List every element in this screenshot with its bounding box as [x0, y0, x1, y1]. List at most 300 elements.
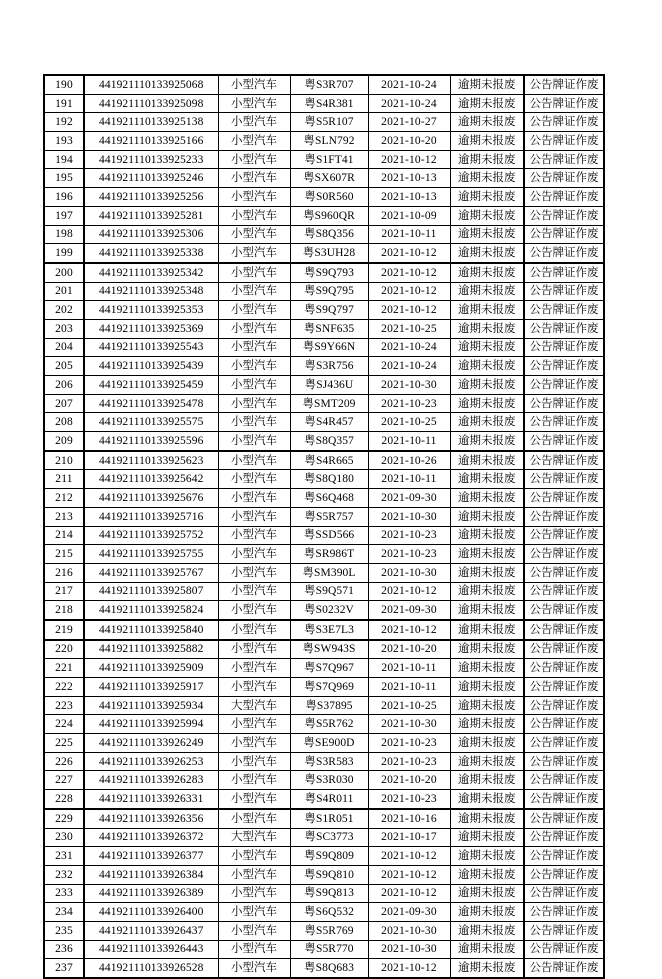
vehicle-type: 小型汽车 — [218, 263, 290, 282]
row-index: 194 — [44, 150, 84, 169]
vehicle-type: 小型汽车 — [218, 847, 290, 866]
status-text: 逾期未报废 — [450, 734, 524, 753]
record-date: 2021-10-30 — [368, 507, 450, 526]
table-row — [44, 470, 604, 489]
record-date: 2021-10-12 — [368, 582, 450, 601]
table-row — [44, 451, 604, 470]
license-plate: 粤S1R051 — [290, 809, 368, 828]
record-date: 2021-10-12 — [368, 282, 450, 301]
status-text: 逾期未报废 — [450, 394, 524, 413]
row-index: 208 — [44, 413, 84, 432]
record-date: 2021-10-12 — [368, 244, 450, 263]
action-text: 公告牌证作废 — [524, 620, 604, 640]
table-row — [44, 413, 604, 432]
record-id: 441921110133926356 — [84, 809, 218, 828]
action-text: 公告牌证作废 — [524, 696, 604, 715]
record-date: 2021-10-25 — [368, 696, 450, 715]
vehicle-type: 小型汽车 — [218, 413, 290, 432]
status-text: 逾期未报废 — [450, 113, 524, 132]
license-plate: 粤S3UH28 — [290, 244, 368, 263]
action-text: 公告牌证作废 — [524, 659, 604, 678]
action-text: 公告牌证作废 — [524, 507, 604, 526]
status-text: 逾期未报废 — [450, 696, 524, 715]
record-date: 2021-10-30 — [368, 563, 450, 582]
vehicle-type: 小型汽车 — [218, 75, 290, 94]
row-index: 198 — [44, 225, 84, 244]
row-index: 200 — [44, 263, 84, 282]
license-plate: 粤S4R665 — [290, 451, 368, 470]
license-plate: 粤S4R381 — [290, 94, 368, 113]
row-index: 191 — [44, 94, 84, 113]
table-row — [44, 582, 604, 601]
status-text: 逾期未报废 — [450, 225, 524, 244]
vehicle-type: 小型汽车 — [218, 394, 290, 413]
action-text: 公告牌证作废 — [524, 582, 604, 601]
license-plate: 粤S7Q967 — [290, 659, 368, 678]
row-index: 221 — [44, 659, 84, 678]
record-id: 441921110133925767 — [84, 563, 218, 582]
action-text: 公告牌证作废 — [524, 771, 604, 790]
record-id: 441921110133925138 — [84, 113, 218, 132]
license-plate: 粤S8Q357 — [290, 432, 368, 451]
record-date: 2021-10-23 — [368, 394, 450, 413]
record-id: 441921110133925348 — [84, 282, 218, 301]
license-plate: 粤S6Q468 — [290, 489, 368, 508]
status-text: 逾期未报废 — [450, 451, 524, 470]
record-id: 441921110133926437 — [84, 921, 218, 940]
status-text: 逾期未报废 — [450, 526, 524, 545]
row-index: 196 — [44, 188, 84, 207]
record-date: 2021-10-11 — [368, 225, 450, 244]
table-row — [44, 169, 604, 188]
status-text: 逾期未报废 — [450, 75, 524, 94]
status-text: 逾期未报废 — [450, 640, 524, 659]
table-row — [44, 659, 604, 678]
table-row — [44, 244, 604, 263]
status-text: 逾期未报废 — [450, 338, 524, 357]
license-plate: 粤SR986T — [290, 545, 368, 564]
table-row — [44, 620, 604, 640]
table-row — [44, 563, 604, 582]
record-date: 2021-09-30 — [368, 489, 450, 508]
row-index: 195 — [44, 169, 84, 188]
status-text: 逾期未报废 — [450, 169, 524, 188]
status-text: 逾期未报废 — [450, 301, 524, 320]
license-plate: 粤S9Q809 — [290, 847, 368, 866]
vehicle-type: 小型汽车 — [218, 921, 290, 940]
record-date: 2021-10-12 — [368, 263, 450, 282]
license-plate: 粤SMT209 — [290, 394, 368, 413]
row-index: 235 — [44, 921, 84, 940]
record-id: 441921110133925917 — [84, 678, 218, 697]
record-date: 2021-10-23 — [368, 545, 450, 564]
record-date: 2021-10-23 — [368, 752, 450, 771]
license-plate: 粤SC3773 — [290, 828, 368, 847]
row-index: 224 — [44, 715, 84, 734]
license-plate: 粤SLN792 — [290, 132, 368, 151]
action-text: 公告牌证作废 — [524, 563, 604, 582]
table-row — [44, 545, 604, 564]
vehicle-type: 小型汽车 — [218, 959, 290, 978]
vehicle-type: 小型汽车 — [218, 470, 290, 489]
record-id: 441921110133926389 — [84, 884, 218, 903]
row-index: 218 — [44, 601, 84, 620]
license-plate: 粤S4R011 — [290, 790, 368, 809]
table-row — [44, 489, 604, 508]
record-id: 441921110133925596 — [84, 432, 218, 451]
license-plate: 粤S5R757 — [290, 507, 368, 526]
table-row — [44, 394, 604, 413]
license-plate: 粤S7Q969 — [290, 678, 368, 697]
status-text: 逾期未报废 — [450, 865, 524, 884]
status-text: 逾期未报废 — [450, 94, 524, 113]
vehicle-type: 小型汽车 — [218, 865, 290, 884]
action-text: 公告牌证作废 — [524, 188, 604, 207]
status-text: 逾期未报废 — [450, 489, 524, 508]
table-row — [44, 526, 604, 545]
action-text: 公告牌证作废 — [524, 715, 604, 734]
record-id: 441921110133925256 — [84, 188, 218, 207]
status-text: 逾期未报废 — [450, 903, 524, 922]
action-text: 公告牌证作废 — [524, 225, 604, 244]
license-plate: 粤S0R560 — [290, 188, 368, 207]
vehicle-type: 小型汽车 — [218, 150, 290, 169]
vehicle-type: 小型汽车 — [218, 640, 290, 659]
license-plate: 粤S3E7L3 — [290, 620, 368, 640]
status-text: 逾期未报废 — [450, 432, 524, 451]
record-id: 441921110133925246 — [84, 169, 218, 188]
vehicle-type: 小型汽车 — [218, 489, 290, 508]
table-row — [44, 301, 604, 320]
action-text: 公告牌证作废 — [524, 319, 604, 338]
table-row — [44, 959, 604, 978]
table-row — [44, 809, 604, 828]
vehicle-type: 小型汽车 — [218, 244, 290, 263]
row-index: 212 — [44, 489, 84, 508]
vehicle-type: 小型汽车 — [218, 206, 290, 225]
action-text: 公告牌证作废 — [524, 413, 604, 432]
record-date: 2021-10-12 — [368, 301, 450, 320]
table-row — [44, 113, 604, 132]
record-date: 2021-10-20 — [368, 771, 450, 790]
record-id: 441921110133926443 — [84, 940, 218, 959]
record-id: 441921110133925543 — [84, 338, 218, 357]
row-index: 213 — [44, 507, 84, 526]
row-index: 228 — [44, 790, 84, 809]
status-text: 逾期未报废 — [450, 244, 524, 263]
action-text: 公告牌证作废 — [524, 790, 604, 809]
record-id: 441921110133925676 — [84, 489, 218, 508]
record-id: 441921110133925068 — [84, 75, 218, 94]
record-date: 2021-10-20 — [368, 132, 450, 151]
table-row — [44, 734, 604, 753]
action-text: 公告牌证作废 — [524, 847, 604, 866]
table-row — [44, 752, 604, 771]
record-date: 2021-10-27 — [368, 113, 450, 132]
action-text: 公告牌证作废 — [524, 338, 604, 357]
record-date: 2021-10-13 — [368, 169, 450, 188]
vehicle-type: 小型汽车 — [218, 338, 290, 357]
record-id: 441921110133926249 — [84, 734, 218, 753]
record-id: 441921110133925994 — [84, 715, 218, 734]
action-text: 公告牌证作废 — [524, 451, 604, 470]
record-date: 2021-10-13 — [368, 188, 450, 207]
table-row — [44, 225, 604, 244]
license-plate: 粤SX607R — [290, 169, 368, 188]
license-plate: 粤S9Q793 — [290, 263, 368, 282]
action-text: 公告牌证作废 — [524, 113, 604, 132]
row-index: 215 — [44, 545, 84, 564]
table-row — [44, 828, 604, 847]
record-id: 441921110133925306 — [84, 225, 218, 244]
record-date: 2021-10-11 — [368, 470, 450, 489]
record-date: 2021-10-24 — [368, 94, 450, 113]
vehicle-type: 小型汽车 — [218, 282, 290, 301]
vehicle-type: 小型汽车 — [218, 790, 290, 809]
vehicle-type: 小型汽车 — [218, 169, 290, 188]
vehicle-type: 小型汽车 — [218, 563, 290, 582]
vehicle-type: 小型汽车 — [218, 940, 290, 959]
license-plate: 粤S5R762 — [290, 715, 368, 734]
record-id: 441921110133926283 — [84, 771, 218, 790]
table-body — [44, 75, 604, 978]
row-index: 236 — [44, 940, 84, 959]
action-text: 公告牌证作废 — [524, 432, 604, 451]
status-text: 逾期未报废 — [450, 601, 524, 620]
row-index: 233 — [44, 884, 84, 903]
table-row — [44, 715, 604, 734]
status-text: 逾期未报废 — [450, 413, 524, 432]
table-row — [44, 847, 604, 866]
record-date: 2021-10-12 — [368, 847, 450, 866]
vehicle-type: 小型汽车 — [218, 903, 290, 922]
table-row — [44, 696, 604, 715]
row-index: 193 — [44, 132, 84, 151]
action-text: 公告牌证作废 — [524, 921, 604, 940]
record-date: 2021-10-23 — [368, 790, 450, 809]
record-id: 441921110133926384 — [84, 865, 218, 884]
action-text: 公告牌证作废 — [524, 150, 604, 169]
license-plate: 粤S9Q797 — [290, 301, 368, 320]
license-plate: 粤S37895 — [290, 696, 368, 715]
vehicle-type: 小型汽车 — [218, 809, 290, 828]
status-text: 逾期未报废 — [450, 752, 524, 771]
row-index: 197 — [44, 206, 84, 225]
status-text: 逾期未报废 — [450, 206, 524, 225]
record-date: 2021-10-24 — [368, 338, 450, 357]
license-plate: 粤S9Q810 — [290, 865, 368, 884]
license-plate: 粤S4R457 — [290, 413, 368, 432]
vehicle-type: 小型汽车 — [218, 225, 290, 244]
record-id: 441921110133925623 — [84, 451, 218, 470]
license-plate: 粤SSD566 — [290, 526, 368, 545]
table-row — [44, 94, 604, 113]
record-id: 441921110133926528 — [84, 959, 218, 978]
row-index: 229 — [44, 809, 84, 828]
action-text: 公告牌证作废 — [524, 734, 604, 753]
table-row — [44, 507, 604, 526]
license-plate: 粤S960QR — [290, 206, 368, 225]
status-text: 逾期未报废 — [450, 582, 524, 601]
record-id: 441921110133925642 — [84, 470, 218, 489]
license-plate: 粤S3R756 — [290, 357, 368, 376]
row-index: 231 — [44, 847, 84, 866]
vehicle-type: 小型汽车 — [218, 771, 290, 790]
status-text: 逾期未报废 — [450, 132, 524, 151]
record-id: 441921110133925824 — [84, 601, 218, 620]
row-index: 223 — [44, 696, 84, 715]
row-index: 227 — [44, 771, 84, 790]
license-plate: 粤SNF635 — [290, 319, 368, 338]
table-row — [44, 338, 604, 357]
license-plate: 粤SJ436U — [290, 376, 368, 395]
license-plate: 粤S9Q795 — [290, 282, 368, 301]
record-date: 2021-10-26 — [368, 451, 450, 470]
record-date: 2021-10-30 — [368, 921, 450, 940]
status-text: 逾期未报废 — [450, 940, 524, 959]
action-text: 公告牌证作废 — [524, 470, 604, 489]
record-id: 441921110133925716 — [84, 507, 218, 526]
record-id: 441921110133925369 — [84, 319, 218, 338]
row-index: 237 — [44, 959, 84, 978]
status-text: 逾期未报废 — [450, 319, 524, 338]
license-plate: 粤S9Q813 — [290, 884, 368, 903]
license-plate: 粤S5R770 — [290, 940, 368, 959]
status-text: 逾期未报废 — [450, 921, 524, 940]
action-text: 公告牌证作废 — [524, 394, 604, 413]
record-id: 441921110133925752 — [84, 526, 218, 545]
row-index: 226 — [44, 752, 84, 771]
table-row — [44, 206, 604, 225]
action-text: 公告牌证作废 — [524, 301, 604, 320]
record-id: 441921110133925166 — [84, 132, 218, 151]
action-text: 公告牌证作废 — [524, 489, 604, 508]
status-text: 逾期未报废 — [450, 376, 524, 395]
record-id: 441921110133925459 — [84, 376, 218, 395]
status-text: 逾期未报废 — [450, 620, 524, 640]
action-text: 公告牌证作废 — [524, 640, 604, 659]
vehicle-scrap-table-container — [43, 74, 599, 979]
status-text: 逾期未报废 — [450, 563, 524, 582]
row-index: 203 — [44, 319, 84, 338]
vehicle-type: 小型汽车 — [218, 659, 290, 678]
row-index: 214 — [44, 526, 84, 545]
action-text: 公告牌证作废 — [524, 678, 604, 697]
license-plate: 粤S3R583 — [290, 752, 368, 771]
table-row — [44, 640, 604, 659]
license-plate: 粤S3R030 — [290, 771, 368, 790]
table-row — [44, 357, 604, 376]
vehicle-type: 小型汽车 — [218, 188, 290, 207]
table-row — [44, 188, 604, 207]
row-index: 225 — [44, 734, 84, 753]
row-index: 220 — [44, 640, 84, 659]
table-row — [44, 884, 604, 903]
record-date: 2021-10-11 — [368, 432, 450, 451]
row-index: 201 — [44, 282, 84, 301]
vehicle-type: 小型汽车 — [218, 884, 290, 903]
table-row — [44, 282, 604, 301]
status-text: 逾期未报废 — [450, 678, 524, 697]
record-date: 2021-10-23 — [368, 734, 450, 753]
license-plate: 粤S6Q532 — [290, 903, 368, 922]
vehicle-type: 小型汽车 — [218, 526, 290, 545]
license-plate: 粤S3R707 — [290, 75, 368, 94]
record-date: 2021-10-25 — [368, 413, 450, 432]
vehicle-type: 小型汽车 — [218, 376, 290, 395]
license-plate: 粤SM390L — [290, 563, 368, 582]
action-text: 公告牌证作废 — [524, 376, 604, 395]
record-date: 2021-10-12 — [368, 620, 450, 640]
vehicle-type: 小型汽车 — [218, 601, 290, 620]
table-row — [44, 319, 604, 338]
action-text: 公告牌证作废 — [524, 132, 604, 151]
record-id: 441921110133925353 — [84, 301, 218, 320]
license-plate: 粤S5R769 — [290, 921, 368, 940]
action-text: 公告牌证作废 — [524, 526, 604, 545]
action-text: 公告牌证作废 — [524, 545, 604, 564]
row-index: 206 — [44, 376, 84, 395]
license-plate: 粤S9Q571 — [290, 582, 368, 601]
table-row — [44, 376, 604, 395]
vehicle-type: 小型汽车 — [218, 319, 290, 338]
record-date: 2021-10-24 — [368, 357, 450, 376]
record-date: 2021-10-23 — [368, 526, 450, 545]
record-id: 441921110133925807 — [84, 582, 218, 601]
status-text: 逾期未报废 — [450, 884, 524, 903]
action-text: 公告牌证作废 — [524, 601, 604, 620]
action-text: 公告牌证作废 — [524, 828, 604, 847]
record-date: 2021-10-12 — [368, 959, 450, 978]
record-date: 2021-10-30 — [368, 715, 450, 734]
license-plate: 粤SE900D — [290, 734, 368, 753]
status-text: 逾期未报废 — [450, 357, 524, 376]
status-text: 逾期未报废 — [450, 507, 524, 526]
record-date: 2021-10-25 — [368, 319, 450, 338]
record-date: 2021-10-20 — [368, 640, 450, 659]
vehicle-type: 小型汽车 — [218, 451, 290, 470]
status-text: 逾期未报废 — [450, 847, 524, 866]
license-plate: 粤S8Q356 — [290, 225, 368, 244]
record-id: 441921110133926331 — [84, 790, 218, 809]
table-row — [44, 263, 604, 282]
license-plate: 粤SW943S — [290, 640, 368, 659]
record-id: 441921110133926400 — [84, 903, 218, 922]
record-id: 441921110133925233 — [84, 150, 218, 169]
table-row — [44, 940, 604, 959]
vehicle-type: 小型汽车 — [218, 752, 290, 771]
record-id: 441921110133926253 — [84, 752, 218, 771]
table-row — [44, 921, 604, 940]
record-id: 441921110133925338 — [84, 244, 218, 263]
status-text: 逾期未报废 — [450, 828, 524, 847]
vehicle-type: 小型汽车 — [218, 678, 290, 697]
record-date: 2021-10-30 — [368, 376, 450, 395]
status-text: 逾期未报废 — [450, 771, 524, 790]
table-row — [44, 903, 604, 922]
table-row — [44, 865, 604, 884]
action-text: 公告牌证作废 — [524, 263, 604, 282]
status-text: 逾期未报废 — [450, 150, 524, 169]
vehicle-type: 小型汽车 — [218, 113, 290, 132]
row-index: 192 — [44, 113, 84, 132]
vehicle-type: 小型汽车 — [218, 507, 290, 526]
action-text: 公告牌证作废 — [524, 206, 604, 225]
vehicle-type: 小型汽车 — [218, 734, 290, 753]
vehicle-type: 小型汽车 — [218, 545, 290, 564]
record-id: 441921110133925478 — [84, 394, 218, 413]
action-text: 公告牌证作废 — [524, 959, 604, 978]
